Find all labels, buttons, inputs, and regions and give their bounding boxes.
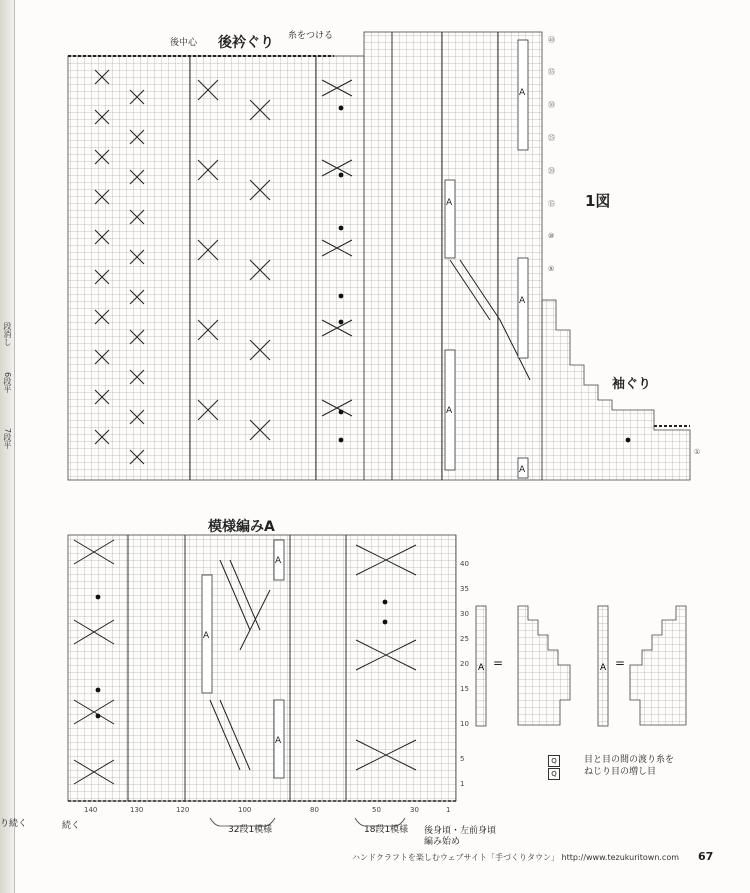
col-tick: 80: [310, 806, 319, 814]
figure1-grid: [68, 32, 690, 480]
svg-text:A: A: [275, 556, 282, 566]
page-number: 67: [698, 850, 714, 863]
continue-label: 続く: [62, 821, 81, 831]
row-mark: ㉟: [548, 68, 555, 76]
svg-text:A: A: [446, 198, 453, 208]
repeat-32-label: 32段1模様: [228, 825, 273, 835]
row-tick: 25: [460, 635, 469, 643]
row-mark: ㊵: [548, 36, 555, 44]
armhole-label: 袖ぐり: [612, 377, 652, 392]
legend-symbol-1: Q: [548, 755, 560, 767]
figure-number: 1図: [585, 192, 611, 210]
svg-text:A: A: [519, 296, 526, 306]
col-tick: 120: [176, 806, 190, 814]
side-label-seven: 7段平: [3, 428, 12, 450]
row-mark: ⑩: [548, 232, 555, 240]
col-tick: 140: [84, 806, 98, 814]
back-center-label: 後中心: [170, 38, 198, 48]
row-tick: 1: [460, 780, 465, 788]
side-label-reduce: 段消し: [3, 322, 12, 346]
row-tick: 35: [460, 585, 469, 593]
col-tick: 100: [238, 806, 252, 814]
attach-yarn-label: 糸をつける: [288, 31, 334, 41]
row-tick: 20: [460, 660, 469, 668]
row-mark: ①: [694, 448, 701, 456]
row-tick: 40: [460, 560, 469, 568]
row-mark: ⑳: [548, 167, 555, 175]
row-tick: 10: [460, 720, 469, 728]
increase-note: 目と目の間の渡り糸を ねじり目の増し目: [584, 755, 675, 777]
repeat-18-label: 18段1模様: [364, 825, 409, 835]
start-note: 後身頃・左前身頃 編み始め: [424, 826, 497, 847]
svg-text:A: A: [478, 663, 485, 673]
row-tick: 15: [460, 685, 469, 693]
row-mark: ⑤: [548, 265, 555, 273]
row-tick: 5: [460, 755, 465, 763]
col-tick: 130: [130, 806, 144, 814]
svg-text:A: A: [519, 465, 526, 475]
pattern-a-title: 模様編みA: [208, 519, 275, 535]
col-tick: 50: [372, 806, 381, 814]
svg-text:A: A: [275, 736, 282, 746]
svg-text:A: A: [446, 406, 453, 416]
equals-sign: =: [493, 656, 504, 670]
row-mark: ㉚: [548, 101, 555, 109]
col-tick: 1: [446, 806, 451, 814]
legend-diagrams: [476, 606, 686, 726]
footer-text: ハンドクラフトを楽しむウェブサイト「手づくりタウン」 http://www.tezukuritown.com: [352, 853, 680, 862]
svg-text:A: A: [600, 663, 607, 673]
back-neckline-title: 後衿ぐり: [218, 35, 274, 51]
row-mark: ⑮: [548, 200, 555, 208]
svg-text:A: A: [519, 88, 526, 98]
side-label-cont: り続く: [0, 819, 28, 829]
svg-text:A: A: [203, 631, 210, 641]
legend-symbol-2: Q: [548, 768, 560, 780]
equals-sign-2: =: [615, 656, 626, 670]
row-mark: ㉕: [548, 134, 555, 142]
col-tick: 30: [410, 806, 419, 814]
row-tick: 30: [460, 610, 469, 618]
side-label-six: 6段平: [3, 372, 12, 394]
